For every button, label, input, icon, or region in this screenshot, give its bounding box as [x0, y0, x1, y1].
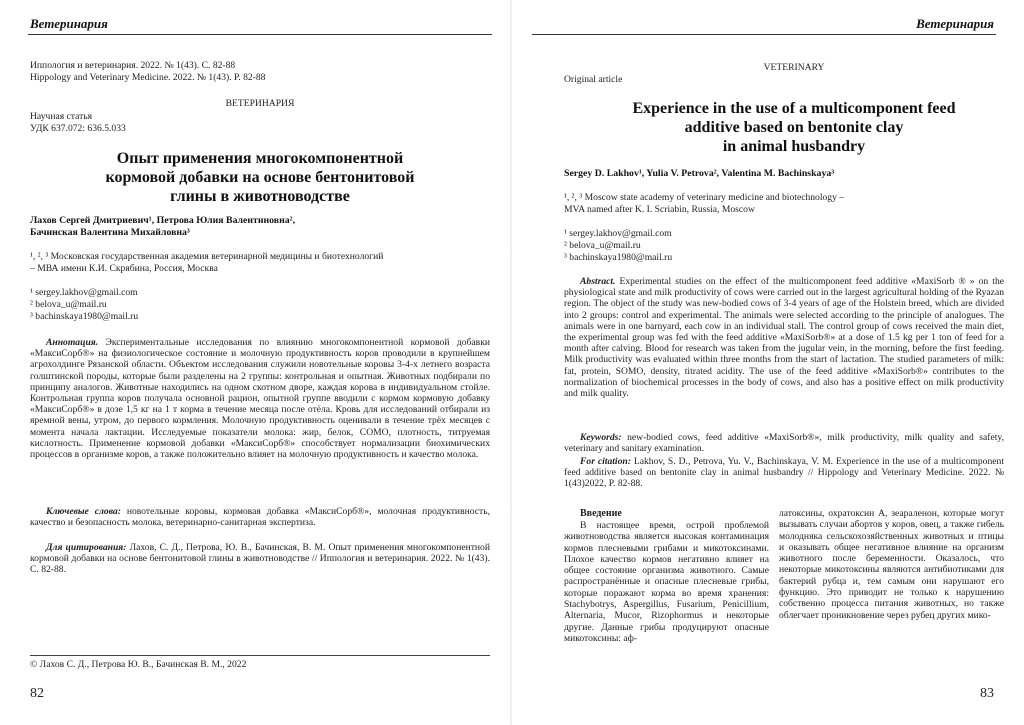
cite-text: Лахов, С. Д., Петрова, Ю. В., Бачинская, В. М. Опыт применения многокомпонентной кормовой добавки на основе бентонитовой глины в животноводстве // Иппология и ветеринария. 2022. № 1(43). С. 82-88.	[30, 542, 490, 576]
email: ² belova_u@mail.ru	[564, 239, 641, 251]
email: ³ bachinskaya1980@mail.ru	[564, 251, 673, 263]
intro-col1-text: В настоящее время, острой проблемой животноводства является высокая контаминация кормов плесневыми грибами и микотоксинами. Плохое качество кормов негативно влияет на общее состояние организма животного. Самые распространённые и опасные плесневые грибы, которые поражают корма во время хранения: Stachybotrys, Aspergillus, Fusarium, Penicillium, Alternaria, Mucor, Rizophormus и некоторые другие. Данные грибы продуцируют опасные микотоксины: аф-	[564, 520, 769, 644]
authors-line: Бачинская Валентина Михайловна³	[30, 227, 190, 238]
right-citation	[564, 456, 1004, 490]
title-line: кормовой добавки на основе бентонитовой	[105, 169, 415, 186]
right-column-1	[564, 508, 769, 644]
left-footer-rule	[30, 655, 490, 656]
cite-text: Lakhov, S. D., Petrova, Yu. V., Bachinskaya, V. M. Experience in the use of a multicomponent feed additive based on bentonite clay in animal husbandry // Hippology and Veterinary Medicine. 2022. № 1(43)2022, P. 82-88.	[564, 456, 1004, 490]
udc: УДК 637.072: 636.5.033	[30, 122, 126, 134]
copyright: © Лахов С. Д., Петрова Ю. В., Бачинская В. М., 2022	[30, 659, 247, 670]
left-citation-block	[30, 60, 490, 84]
citation-en: Hippology and Veterinary Medicine. 2022. № 1(43). P. 82-88	[30, 71, 266, 83]
affiliation-line: MVA named after K. I. Scriabin, Russia, Moscow	[564, 203, 755, 215]
email: ² belova_u@mail.ru	[30, 298, 107, 310]
abstract-label: Abstract.	[580, 276, 616, 287]
left-citation	[30, 542, 490, 576]
title-line: in animal husbandry	[722, 138, 866, 155]
right-header-rule	[532, 34, 996, 35]
right-page	[512, 0, 1024, 725]
right-authors: Sergey D. Lakhov¹, Yulia V. Petrova², Valentina M. Bachinskaya³	[564, 168, 835, 179]
right-emails	[564, 228, 1024, 263]
affiliation-line: – МВА имени К.И. Скрябина, Россия, Москва	[30, 262, 218, 274]
left-page-number: 82	[30, 686, 44, 701]
left-section: ВЕТЕРИНАРИЯ	[225, 98, 295, 109]
abstract-text: Experimental studies on the effect of the multicomponent feed additive «MaxiSorb ® » on the physiological state and milk productivity of cows were carried out in the largest agricultural holding of the Ryazan region. The object of the study was new-bodied cows of 3-4 years of age of the Holstein breed, which are divided into 2 groups: control and experimental. The animals were selected according to the principle of analogues. The animals were in one barnyard, each cow in an individual stall. The control group of cows received the main diet, the experimental group was fed with the feed additive «MaxiSorb®» at a dose of 1.5 kg per 1 ton of feed for a month after calving. Blood for research was taken from the jugular vein, in the morning, before the first feeding. Milk productivity was evaluated within three months from the start of lactation. The studied parameters of milk: fat, protein, SOMO, density, titrated acidity. The use of the feed additive «MaxiSorb®» contributes to the normalization of biochemical processes in the body of cows, and also has a positive effect on milk productivity and milk quality.	[564, 276, 1004, 400]
left-title	[30, 149, 490, 206]
title-line: Experience in the use of a multicomponent feed	[632, 100, 956, 117]
right-section: VETERINARY	[763, 62, 825, 73]
right-article-type: Original article	[564, 74, 623, 85]
right-column-2	[779, 508, 1004, 621]
intro-col2-text: латоксины, охратоксин А, зеараленон, которые могут вызывать случаи абортов у коров, овец, а также гибель молодняка сельскохозяйственных животных и птицы и оказывать общее негативное влияние на организм животного после беременности. Оказалось, что некоторые микотоксины являются антибиотиками для бактерий рубца и, тем самым они нарушают его функцию. Это приводит не только к нарушению собственно процесса питания животных, но также облегчает проникновение через рубец других мико-	[779, 508, 1004, 621]
affiliation-line: ¹, ², ³ Moscow state academy of veterinary medicine and biotechnology –	[564, 192, 845, 203]
keywords-label: Ключевые слова:	[46, 506, 121, 517]
keywords-text: new-bodied cows, feed additive «MaxiSorb®», milk productivity, milk quality and safety, veterinary and sanitary examination.	[564, 432, 1004, 455]
left-affiliation	[30, 251, 490, 275]
email: ¹ sergey.lakhov@gmail.com	[30, 287, 138, 298]
title-line: Опыт применения многокомпонентной	[116, 150, 404, 167]
cite-label: For citation:	[580, 456, 631, 467]
abstract-text: Экспериментальные исследования по влиянию многокомпонентной кормовой добавки «МаксиСорб®» на физиологическое состояние и молочную продуктивность коров проводили в крупнейшем агрохолдинге Рязанской области. Объектом исследования служили новотельные коровы 3-4-х летнего возраста голштинской породы, которые были разделены на 2 группы: контрольная и опытная. Животных подбирали по принципу аналогов. Животные находились на одном скотном дворе, каждая корова в индивидуальном стойле. Контрольная группа коров получала основной рацион, опытной группе вводили с кормом кормовую добавку «МаксиСорб®» в дозе 1,5 кг на 1 т корма в течение месяца после отёла. Кровь для исследований отбирали из яремной вены, утром, до первого кормления. Молочную продуктивность оценивали в течение трёх месяцев с момента начала лактации. Исследуемые показатели молока: жир, белок, СОМО, плотность, титруемая кислотность. Применение кормовой добавки «МаксиСорб®» способствует нормализации биохимических процессов в организме коров, а также положительно влияет на молочную продуктивность и качество молока.	[30, 337, 490, 461]
left-authors	[30, 215, 490, 239]
title-line: глины в животноводстве	[170, 188, 350, 205]
abstract-label: Аннотация.	[46, 337, 99, 348]
intro-heading: Введение	[580, 508, 622, 519]
left-emails	[30, 287, 490, 322]
keywords-label: Keywords:	[580, 432, 622, 443]
email: ³ bachinskaya1980@mail.ru	[30, 310, 139, 322]
right-running-head: Ветеринария	[916, 16, 994, 31]
right-abstract	[564, 276, 1004, 399]
cite-label: Для цитирования:	[46, 542, 127, 553]
citation-ru: Иппология и ветеринария. 2022. № 1(43). С. 82-88	[30, 60, 236, 71]
article-type: Научная статья	[30, 111, 93, 122]
affiliation-line: ¹, ², ³ Московская государственная академия ветеринарной медицины и биотехнологий	[30, 251, 384, 262]
right-page-number: 83	[980, 686, 994, 701]
left-running-head: Ветеринария	[30, 16, 108, 31]
email: ¹ sergey.lakhov@gmail.com	[564, 228, 672, 239]
authors-line: Лахов Сергей Дмитриевич¹, Петрова Юлия Валентиновна²,	[30, 215, 296, 226]
left-keywords	[30, 506, 490, 528]
title-line: additive based on bentonite clay	[684, 119, 904, 136]
right-title	[564, 99, 1024, 156]
left-header-rule	[28, 34, 492, 35]
left-abstract	[30, 337, 490, 460]
right-keywords	[564, 432, 1004, 454]
right-affiliation	[564, 192, 1024, 216]
keywords-text: новотельные коровы, кормовая добавка «МаксиСорб®», молочная продуктивность, качество и безопасность молока, ветеринарно-санитарная экспертиза.	[30, 506, 490, 529]
left-meta	[30, 111, 490, 135]
